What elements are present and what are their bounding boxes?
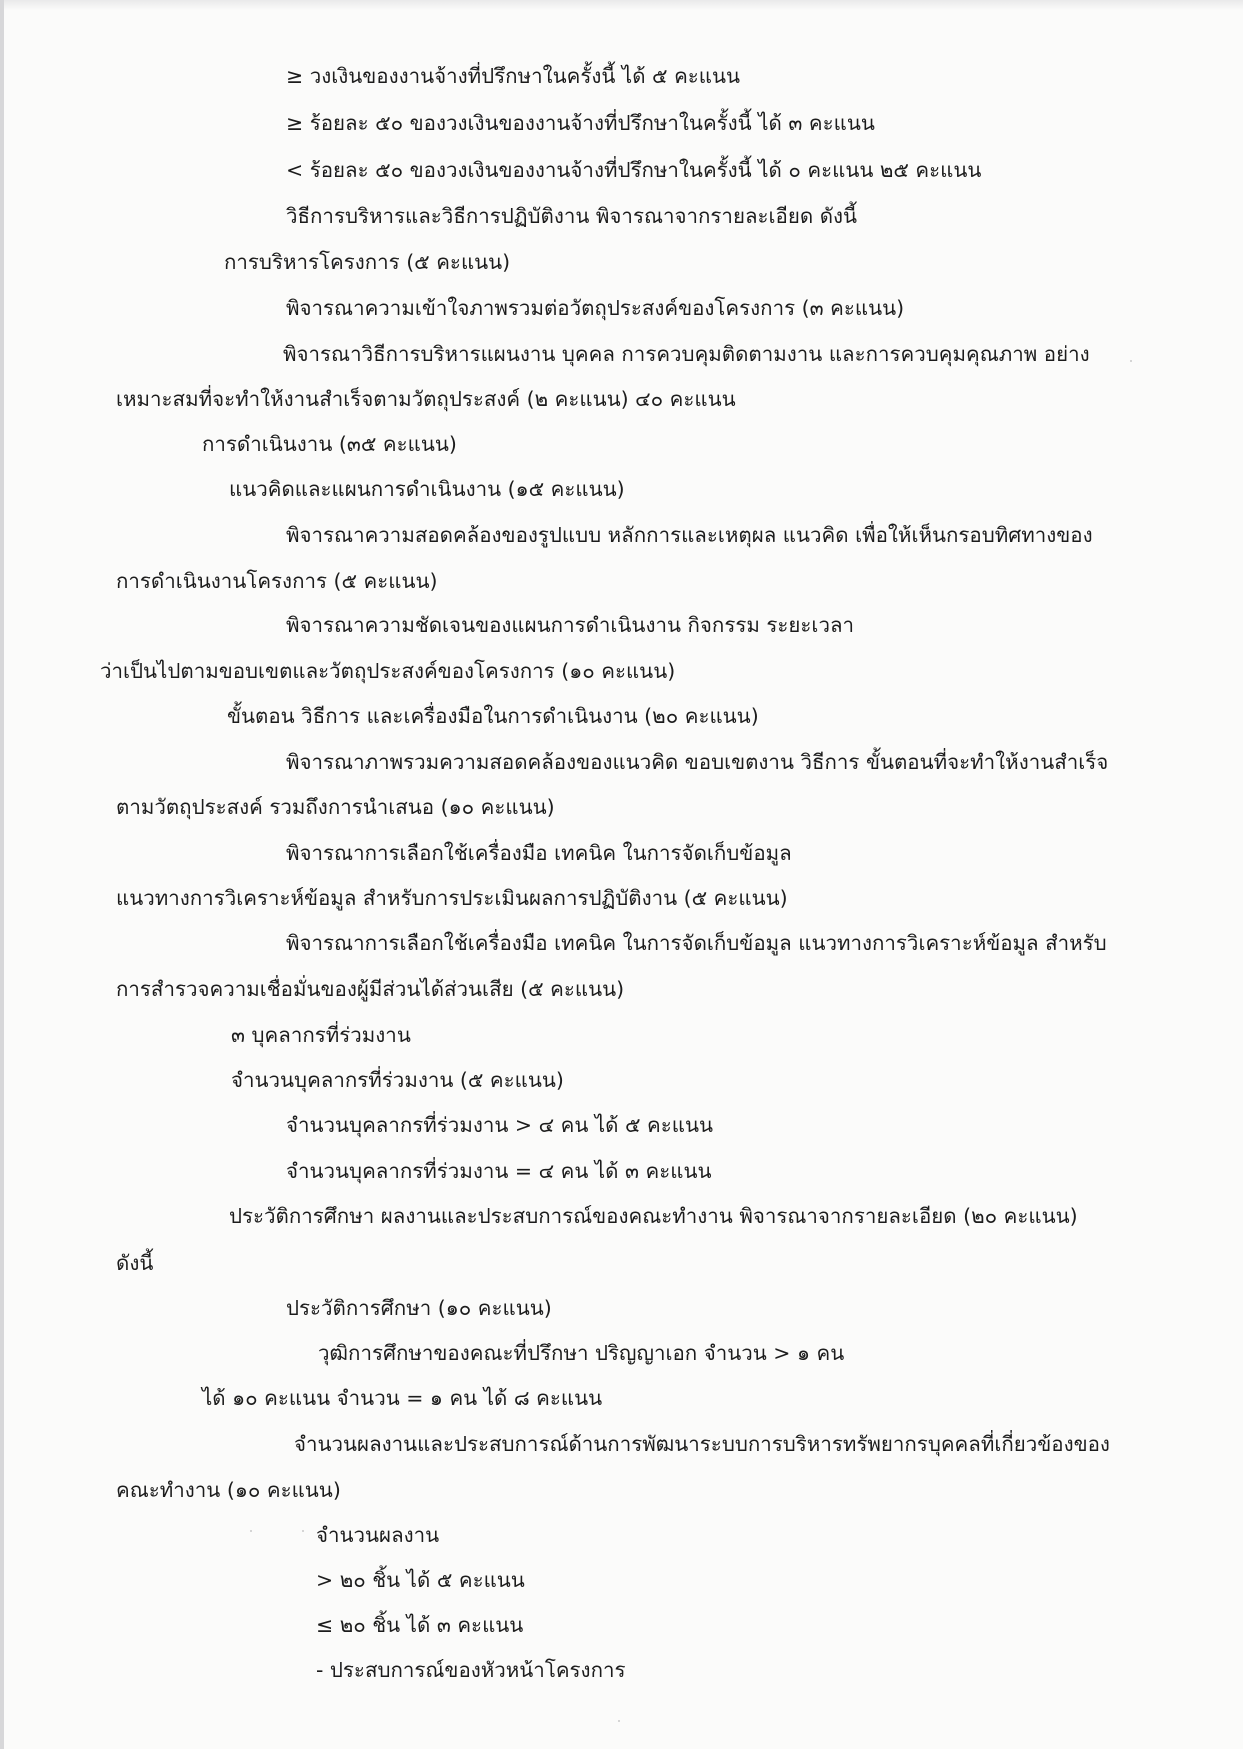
- text-line-17: ตามวัตถุประสงค์ รวมถึงการนำเสนอ (๑๐ คะแนน): [116, 795, 555, 819]
- text-line-26: ประวัติการศึกษา ผลงานและประสบการณ์ของคณะทำงาน พิจารณาจากรายละเอียด (๒๐ คะแนน): [229, 1204, 1078, 1228]
- text-line-11: พิจารณาความสอดคล้องของรูปแบบ หลักการและเหตุผล แนวคิด เพื่อให้เห็นกรอบทิศทางของ: [286, 523, 1093, 547]
- text-line-3: < ร้อยละ ๕๐ ของวงเงินของงานจ้างที่ปรึกษาในครั้งนี้ ได้ ๐ คะแนน ๒๕ คะแนน: [286, 158, 982, 182]
- text-line-36: - ประสบการณ์ของหัวหน้าโครงการ: [316, 1658, 626, 1682]
- text-line-27: ดังนี้: [116, 1251, 154, 1275]
- scan-speck: [250, 1530, 252, 1532]
- text-line-14: ว่าเป็นไปตามขอบเขตและวัตถุประสงค์ของโครงการ (๑๐ คะแนน): [100, 659, 676, 683]
- text-line-32: คณะทำงาน (๑๐ คะแนน): [116, 1478, 341, 1502]
- text-line-21: การสำรวจความเชื่อมั่นของผู้มีส่วนได้ส่วนเสีย (๕ คะแนน): [116, 977, 625, 1001]
- text-line-6: พิจารณาความเข้าใจภาพรวมต่อวัตถุประสงค์ของโครงการ (๓ คะแนน): [286, 296, 905, 320]
- scan-speck: [618, 1720, 620, 1722]
- text-line-19: แนวทางการวิเคราะห์ข้อมูล สำหรับการประเมินผลการปฏิบัติงาน (๕ คะแนน): [116, 886, 788, 910]
- text-line-28: ประวัติการศึกษา (๑๐ คะแนน): [286, 1296, 552, 1320]
- scan-edge-top: [0, 0, 1243, 10]
- text-line-7: พิจารณาวิธีการบริหารแผนงาน บุคคล การควบคุมติดตามงาน และการควบคุมคุณภาพ อย่าง: [283, 342, 1090, 366]
- text-line-31: จำนวนผลงานและประสบการณ์ด้านการพัฒนาระบบการบริหารทรัพยากรบุคคลที่เกี่ยวข้องของ: [294, 1432, 1110, 1456]
- text-line-2: ≥ ร้อยละ ๕๐ ของวงเงินของงานจ้างที่ปรึกษาในครั้งนี้ ได้ ๓ คะแนน: [286, 111, 875, 135]
- text-line-24: จำนวนบุคลากรที่ร่วมงาน > ๔ คน ได้ ๕ คะแนน: [286, 1113, 713, 1137]
- text-line-22: ๓ บุคลากรที่ร่วมงาน: [231, 1023, 411, 1047]
- text-line-15: ขั้นตอน วิธีการ และเครื่องมือในการดำเนินงาน (๒๐ คะแนน): [227, 704, 759, 728]
- text-line-1: ≥ วงเงินของงานจ้างที่ปรึกษาในครั้งนี้ ได้ ๕ คะแนน: [286, 64, 741, 88]
- text-line-5: การบริหารโครงการ (๕ คะแนน): [224, 250, 511, 274]
- text-line-4: วิธีการบริหารและวิธีการปฏิบัติงาน พิจารณาจากรายละเอียด ดังนี้: [286, 204, 858, 228]
- text-line-30: ได้ ๑๐ คะแนน จำนวน = ๑ คน ได้ ๘ คะแนน: [202, 1386, 603, 1410]
- text-line-33: จำนวนผลงาน: [316, 1523, 440, 1547]
- text-line-23: จำนวนบุคลากรที่ร่วมงาน (๕ คะแนน): [231, 1068, 564, 1092]
- text-line-29: วุฒิการศึกษาของคณะที่ปรึกษา ปริญญาเอก จำนวน > ๑ คน: [318, 1341, 845, 1365]
- text-line-10: แนวคิดและแผนการดำเนินงาน (๑๕ คะแนน): [229, 477, 625, 501]
- text-line-8: เหมาะสมที่จะทำให้งานสำเร็จตามวัตถุประสงค์ (๒ คะแนน) ๔๐ คะแนน: [116, 387, 736, 411]
- text-line-16: พิจารณาภาพรวมความสอดคล้องของแนวคิด ขอบเขตงาน วิธีการ ขั้นตอนที่จะทำให้งานสำเร็จ: [286, 750, 1109, 774]
- text-line-13: พิจารณาความชัดเจนของแผนการดำเนินงาน กิจกรรม ระยะเวลา: [286, 613, 855, 637]
- text-line-34: > ๒๐ ชิ้น ได้ ๕ คะแนน: [316, 1568, 525, 1592]
- text-line-35: ≤ ๒๐ ชิ้น ได้ ๓ คะแนน: [316, 1613, 524, 1637]
- text-line-20: พิจารณาการเลือกใช้เครื่องมือ เทคนิค ในการจัดเก็บข้อมูล แนวทางการวิเคราะห์ข้อมูล สำหรับ: [286, 931, 1107, 955]
- text-line-9: การดำเนินงาน (๓๕ คะแนน): [202, 432, 457, 456]
- scan-edge-left: [0, 0, 4, 1749]
- text-line-25: จำนวนบุคลากรที่ร่วมงาน = ๔ คน ได้ ๓ คะแนน: [286, 1159, 712, 1183]
- scan-speck: [1130, 360, 1132, 362]
- text-line-12: การดำเนินงานโครงการ (๕ คะแนน): [116, 569, 438, 593]
- text-line-18: พิจารณาการเลือกใช้เครื่องมือ เทคนิค ในการจัดเก็บข้อมูล: [286, 841, 792, 865]
- scan-speck: [302, 1530, 304, 1532]
